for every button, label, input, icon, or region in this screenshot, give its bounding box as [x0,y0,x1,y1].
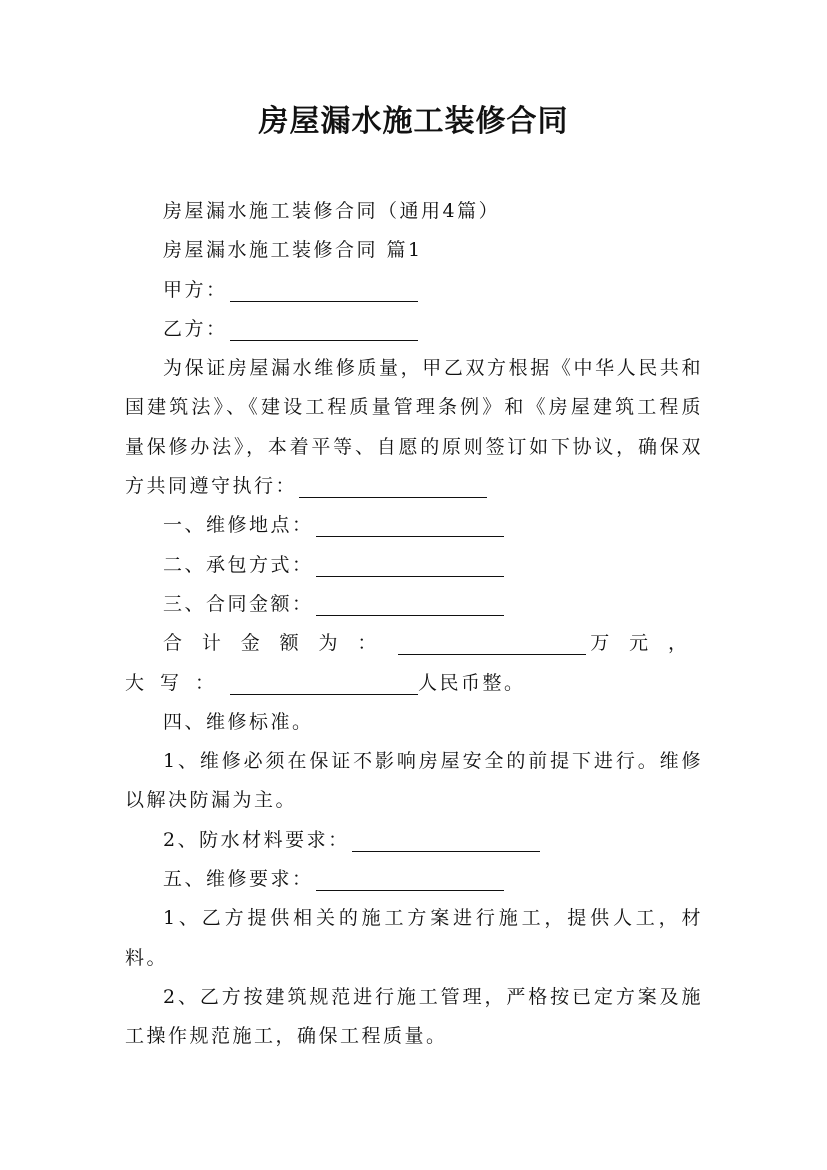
party-a-line [125,271,703,310]
requirements-line [125,860,703,899]
location-blank [316,514,504,537]
contract-method-label: 二、承包方式： [163,553,314,576]
party-b-blank [230,318,418,341]
location-line [125,506,703,545]
preamble-paragraph [125,349,703,506]
party-a-blank [230,279,418,302]
party-b-label: 乙方： [163,317,228,340]
total-amount-tail: 人民币整。 [418,671,526,694]
subtitle-paragraph: 房屋漏水施工装修合同（通用4篇） [163,200,501,222]
contract-amount-line [125,585,703,624]
contract-method-blank [316,554,504,577]
requirements-label: 五、维修要求： [163,868,314,891]
contract-method-line [125,546,703,585]
total-amount-unit: 万元，大写： [125,632,703,694]
requirements-blank [316,868,504,891]
standards-item-2-line [125,821,703,860]
requirements-item-2: 2、乙方按建筑规范进行施工管理，严格按已定方案及施工操作规范施工，确保工程质量。 [125,985,703,1048]
uppercase-amount-blank [230,672,418,695]
party-a-label: 甲方： [163,278,228,301]
document-body [125,192,703,1057]
section-heading: 房屋漏水施工装修合同 篇1 [163,239,423,262]
standards-item-2-label: 2、防水材料要求： [163,828,350,851]
location-label: 一、维修地点： [163,514,314,537]
materials-blank [352,829,540,852]
contract-amount-label: 三、合同金额： [163,592,314,615]
standards-heading: 四、维修标准。 [163,710,314,733]
standards-item-1: 1、维修必须在保证不影响房屋安全的前提下进行。维修以解决防漏为主。 [125,750,703,812]
contract-amount-blank [316,593,504,616]
document-title: 房屋漏水施工装修合同 [258,104,569,139]
preamble-text: 为保证房屋漏水维修质量，甲乙双方根据《中华人民共和国建筑法》、《建设工程质量管理条例》和《房屋建筑工程质量保修办法》，本着平等、自愿的原则签订如下协议，确保双方共同遵守执行： [125,357,703,498]
total-amount-blank [398,632,586,655]
party-b-line [125,310,703,349]
total-amount-paragraph [125,624,703,703]
total-amount-label: 合计金额为： [163,632,397,655]
preamble-blank [299,475,487,498]
requirements-item-1: 1、乙方提供相关的施工方案进行施工，提供人工，材料。 [125,907,703,969]
